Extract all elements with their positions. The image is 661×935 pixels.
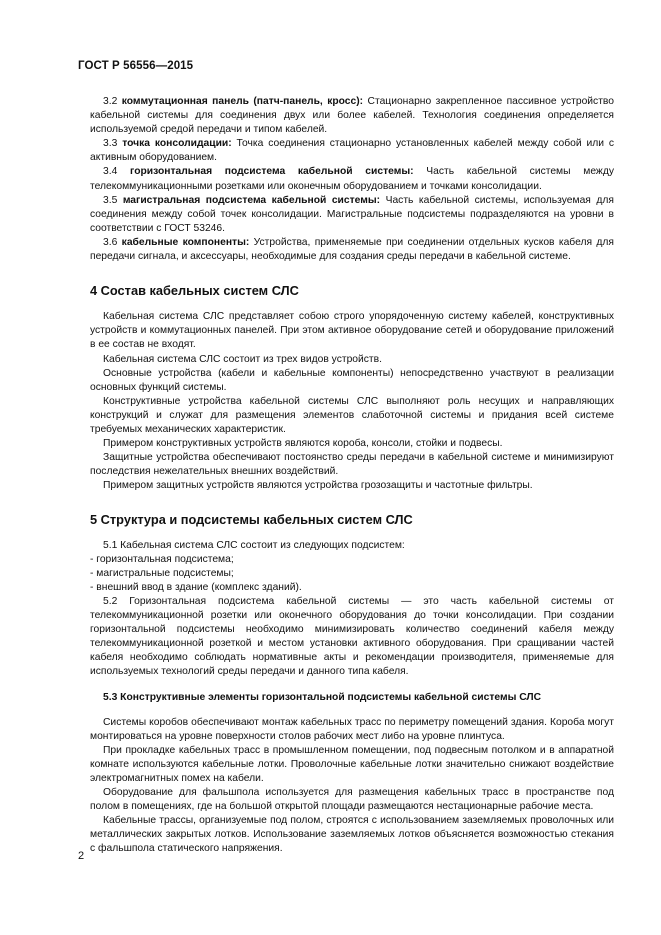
definition-3-2: 3.2 коммутационная панель (патч-панель, кросс): Стационарно закрепленное пассивное устройство кабельной системы для соединения двух или более кабелей. Технология соединения определяется используемой средой передачи и типом кабелей. [90, 96, 614, 136]
paragraph-5-1: 5.1 Кабельная система СЛС состоит из следующих подсистем: [103, 539, 405, 551]
doc-header: ГОСТ Р 56556—2015 [78, 60, 194, 72]
definition-3-3: 3.3 точка консолидации: Точка соединения стационарно установленных кабелей между собой или с активным оборудованием. [90, 138, 614, 164]
paragraph: При прокладке кабельных трасс в промышленном помещении, под подвесным потолком и в аппаратной комнате используются кабельные лотки. Проволочные кабельные лотки значительно снижают воздействие электромагнитных помех на кабели. [90, 744, 614, 784]
list-item: - горизонтальная подсистема; [90, 553, 234, 565]
paragraph: Примером защитных устройств являются устройства грозозащиты и частотные фильтры. [103, 480, 533, 492]
paragraph: Защитные устройства обеспечивают постоянство среды передачи в кабельной системе и минимизируют последствия нежелательных внешних воздействий. [90, 452, 614, 478]
term: коммутационная панель (патч-панель, кросс): [121, 96, 364, 107]
definition-3-6: 3.6 кабельные компоненты: Устройства, применяемые при соединении отдельных кусков кабеля для передачи сигнала, и аксессуары, необходимые для создания среды передачи в кабельной системе. [90, 236, 614, 263]
definitions [90, 95, 614, 264]
paragraph: Кабельные трассы, организуемые под полом, строятся с использованием заземляемых проволочных или металлических закрытых лотков. Использование заземляемых лотков объясняется возможностью стекания с фальшпола статического напряжения. [90, 815, 614, 855]
paragraph: Кабельная система СЛС представляет собою строго упорядоченную систему кабелей, конструктивных устройств и коммутационных панелей. При этом активное оборудование сетей и оборудование приложений в ее состав не входят. [90, 311, 614, 351]
term: кабельные компоненты: [121, 236, 250, 248]
page-number: 2 [78, 850, 85, 862]
page-content [90, 95, 614, 857]
paragraph: Примером конструктивных устройств являются короба, консоли, стойки и подвесы. [103, 438, 503, 450]
section-4-body [90, 310, 614, 493]
section-5-body [90, 539, 614, 857]
section-5-heading: 5 Структура и подсистемы кабельных систем СЛС [90, 512, 413, 528]
paragraph-5-2: 5.2 Горизонтальная подсистема кабельной системы — это часть кабельной системы от телекоммуникационной розетки или оконечного оборудования до точки консолидации. При создании горизонтальной подсистемы необходимо минимизировать количество соединений кабеля между телекоммуникационной розеткой и местом установки активного оборудования. При сращивании частей кабеля необходимо соблюдать нормативные акты и рекомендации производителя, применяемые для используемых технологий среды передачи и данного типа кабеля. [90, 595, 614, 678]
term: магистральная подсистема кабельной системы: [122, 194, 381, 206]
paragraph: Кабельная система СЛС состоит из трех видов устройств. [103, 353, 382, 365]
definition-3-5: 3.5 магистральная подсистема кабельной системы: Часть кабельной системы, используемая для соединения между собой точек консолидации. Магистральные подсистемы подразделяются на уровни в соответствии с ГОСТ 53246. [90, 194, 614, 234]
term: точка консолидации: [122, 138, 232, 150]
definition-3-4: 3.4 горизонтальная подсистема кабельной системы: Часть кабельной системы между телекоммуникационными розетками или оконечным оборудованием и точками консолидации. [90, 166, 614, 192]
subsection-5-3-heading: 5.3 Конструктивные элементы горизонтальной подсистемы кабельной системы СЛС [103, 692, 542, 704]
paragraph: Основные устройства (кабели и кабельные компоненты) непосредственно участвуют в реализации основных функций системы. [90, 367, 614, 393]
list-item: - внешний ввод в здание (комплекс зданий). [90, 581, 302, 593]
term: горизонтальная подсистема кабельной системы: [130, 166, 414, 178]
paragraph: Системы коробов обеспечивают монтаж кабельных трасс по периметру помещений здания. Короба могут монтироваться на уровне поверхности столов рабочих мест либо на уровне плинтуса. [90, 716, 614, 742]
section-4-heading: 4 Состав кабельных систем СЛС [90, 283, 299, 299]
list-item: - магистральные подсистемы; [90, 567, 234, 579]
paragraph: Оборудование для фальшпола используется для размещения кабельных трасс в пространстве под полом в помещениях, где на большой открытой площади размещаются нестационарные рабочие места. [90, 787, 614, 813]
paragraph: Конструктивные устройства кабельной системы СЛС выполняют роль несущих и направляющих конструкций и служат для размещения элементов слаботочной системы и придания всей системе требуемых механических характеристик. [90, 395, 614, 435]
